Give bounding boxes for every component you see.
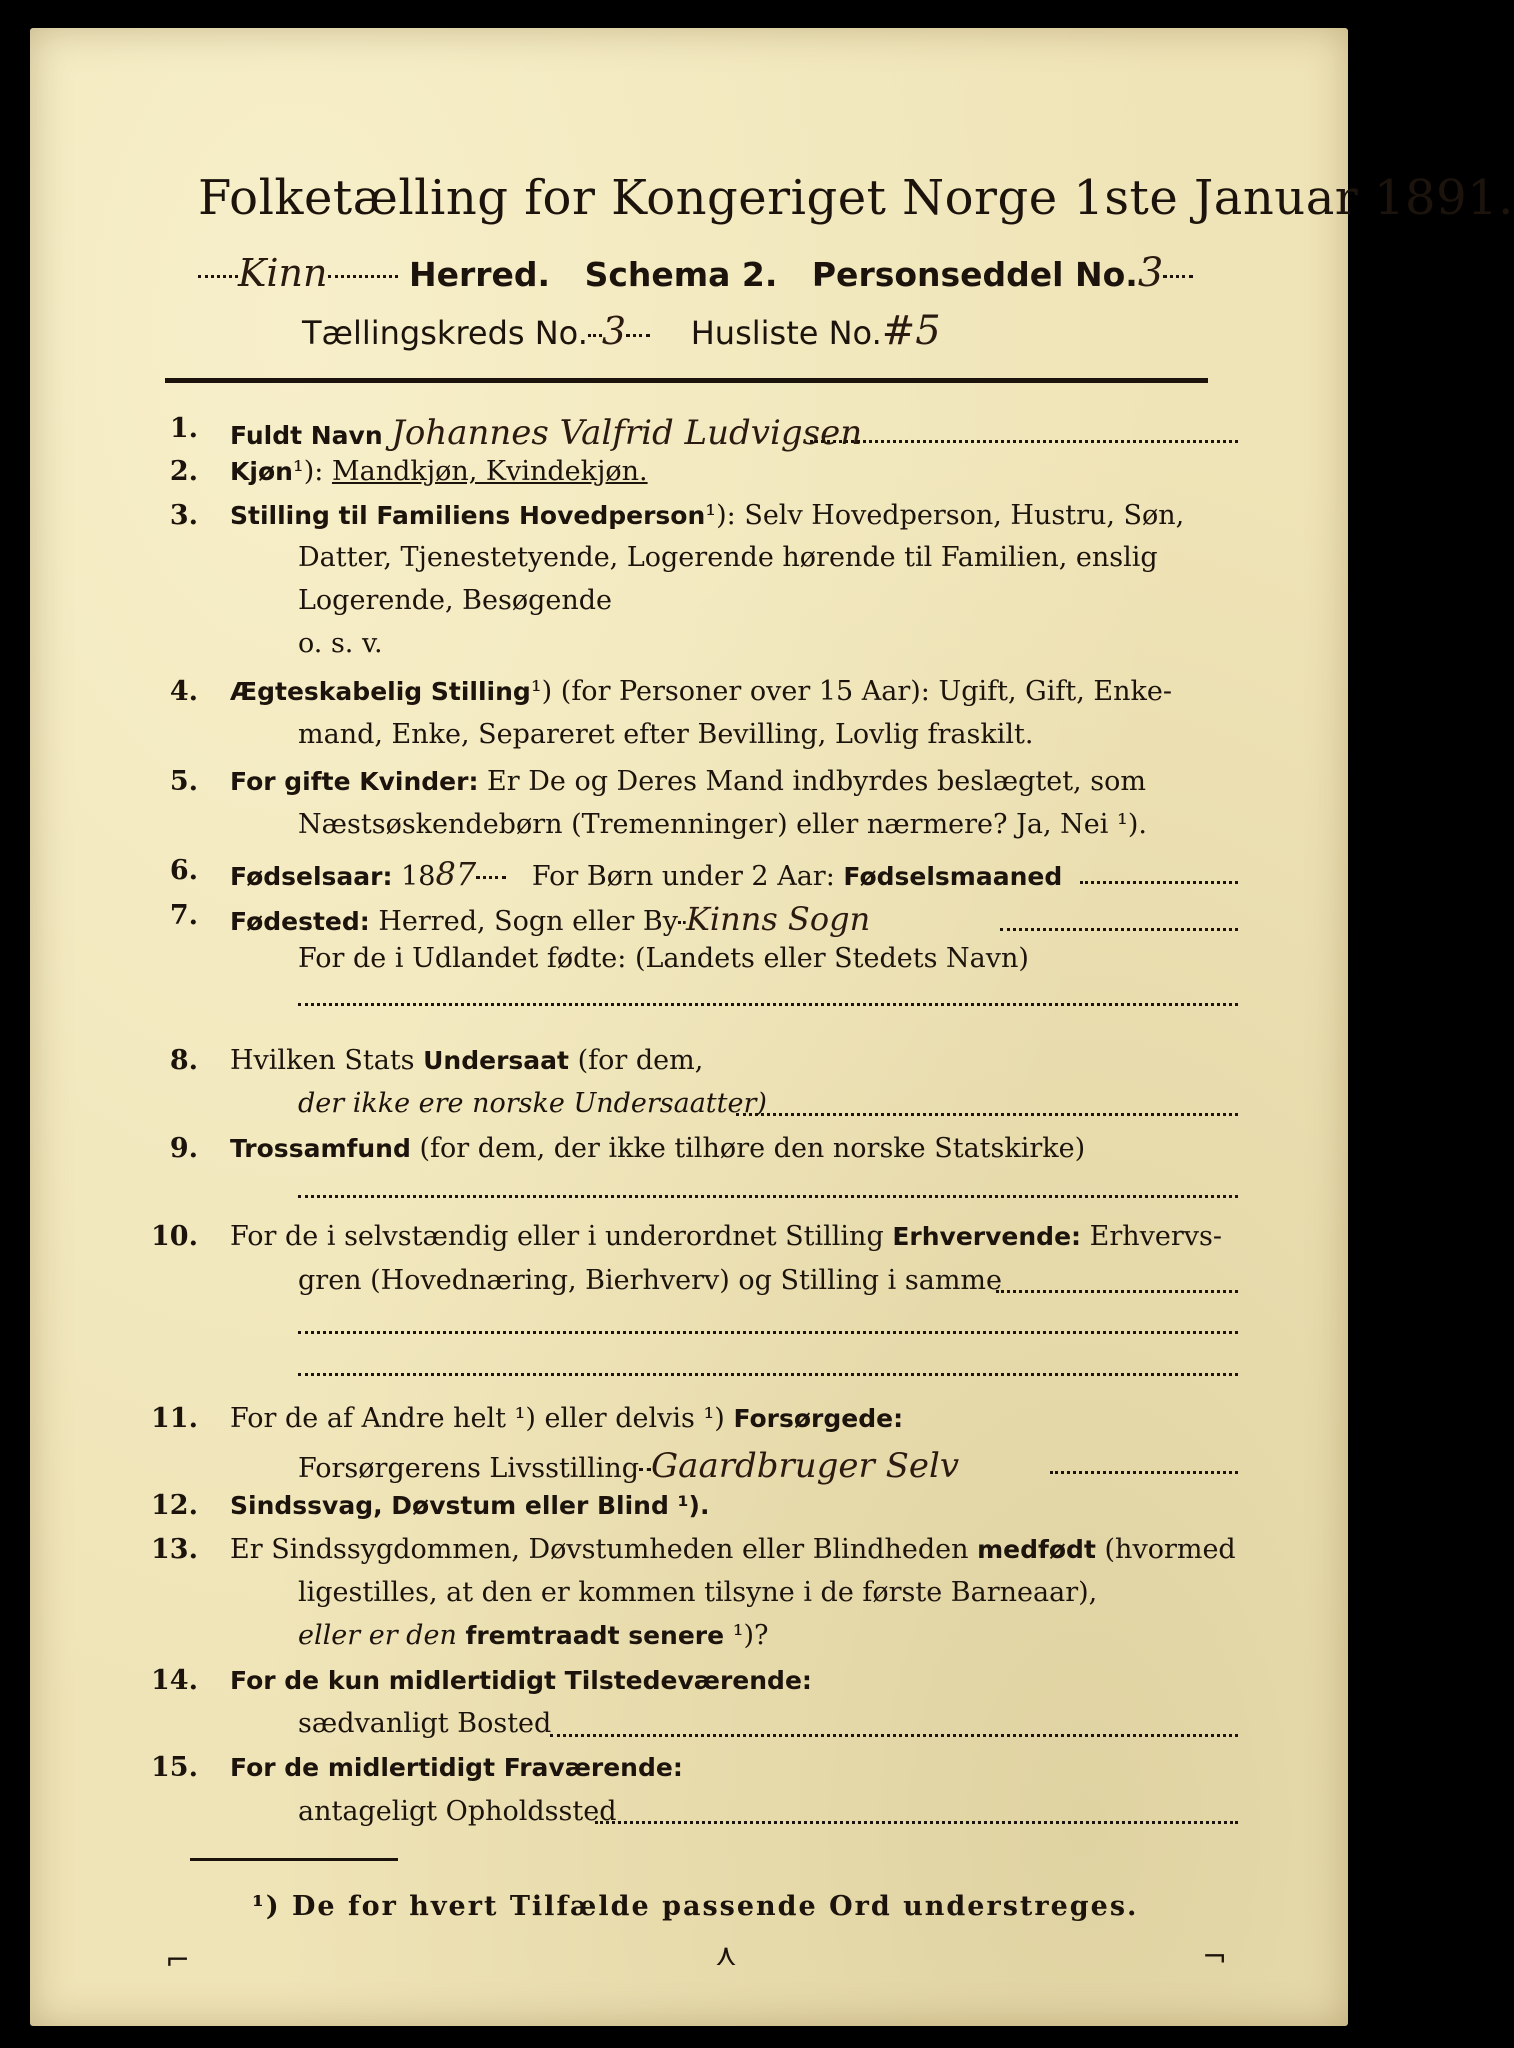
item-2: Kjøn¹): Mandkjøn, Kvindekjøn. xyxy=(230,456,648,487)
item-13-row3 xyxy=(298,1620,769,1651)
item-11-number: 11. xyxy=(151,1403,198,1434)
item-8-text1: Hvilken Stats xyxy=(230,1045,415,1076)
item-2-text: Mandkjøn, Kvindekjøn. xyxy=(331,456,648,487)
item-3-label: Stilling til Familiens Hovedperson xyxy=(230,501,706,530)
taellingskreds-row xyxy=(302,308,941,354)
item-15-dotline xyxy=(595,1821,1238,1824)
item-13-text3: ligestilles, at den er kommen tilsyne i de første Barneaar), xyxy=(298,1577,1098,1608)
item-13-text4: eller er den xyxy=(298,1620,457,1651)
birth-year-value: 87 xyxy=(435,855,477,893)
item-4-number: 4. xyxy=(169,676,198,707)
item-10-number: 10. xyxy=(151,1221,198,1252)
herred-value: Kinn xyxy=(238,251,328,295)
item-7-number: 7. xyxy=(169,900,198,931)
item-12-number: 12. xyxy=(151,1490,198,1521)
item-7-label: Fødested: xyxy=(230,907,370,936)
footnote-rule xyxy=(190,1858,398,1861)
item-11-text2: Forsørgerens Livsstilling xyxy=(298,1453,640,1484)
item-14-dotline xyxy=(550,1734,1238,1737)
header-divider xyxy=(165,378,1208,383)
item-13-text2: (hvormed xyxy=(1104,1534,1236,1565)
item-8-number: 8. xyxy=(169,1045,198,1076)
item-11-dotline xyxy=(1050,1471,1238,1474)
schema-label: Schema 2. xyxy=(584,255,778,294)
item-13-number: 13. xyxy=(151,1534,198,1565)
item-5-text1: Er De og Deres Mand indbyrdes beslægtet, som xyxy=(487,766,1146,797)
item-15-label: For de midlertidigt Fraværende: xyxy=(230,1753,683,1782)
item-2-number: 2. xyxy=(169,456,198,487)
item-7-blank-line xyxy=(298,1003,1238,1006)
husliste-label: Husliste No. xyxy=(690,314,882,352)
item-4-label: Ægteskabelig Stilling xyxy=(230,677,531,706)
census-form xyxy=(30,28,1514,2026)
item-10-text2: Erhvervs- xyxy=(1089,1221,1223,1252)
item-1-dotline xyxy=(810,440,1238,443)
item-9-dotline xyxy=(298,1195,1238,1198)
item-13-text5: ¹)? xyxy=(732,1620,769,1651)
item-10-label: Erhvervende: xyxy=(892,1222,1082,1251)
corner-mark-left: ⌐ xyxy=(165,1943,191,1978)
item-4: Ægteskabelig Stilling¹) (for Personer over 15 Aar): Ugift, Gift, Enke- xyxy=(230,676,1172,707)
item-2-label: Kjøn xyxy=(230,457,293,486)
item-10-text3: gren (Hovednæring, Bierhverv) og Stilling i samme xyxy=(298,1265,1003,1296)
item-10-dotline-1 xyxy=(996,1290,1238,1293)
item-15 xyxy=(230,1752,683,1783)
item-9 xyxy=(230,1133,1085,1164)
item-11 xyxy=(230,1403,903,1434)
item-4-text2: mand, Enke, Separeret efter Bevilling, Lovlig fraskilt. xyxy=(298,719,1034,750)
item-6-label: Fødselsaar: xyxy=(230,862,393,891)
item-14-text1: sædvanligt Bosted xyxy=(298,1708,552,1739)
item-13-label2: fremtraadt senere xyxy=(465,1621,725,1650)
item-11-row2 xyxy=(298,1446,959,1486)
item-7 xyxy=(230,900,870,938)
item-3: Stilling til Familiens Hovedperson¹): Selv Hovedperson, Hustru, Søn, xyxy=(230,500,1185,531)
item-10 xyxy=(230,1221,1222,1252)
corner-mark-right: ¬ xyxy=(1202,1940,1228,1975)
item-8-label: Undersaat xyxy=(423,1046,569,1075)
birth-year-prefix: 18 xyxy=(401,861,436,892)
item-6-number: 6. xyxy=(169,855,198,886)
item-6 xyxy=(230,855,1062,893)
footnote: ¹) De for hvert Tilfælde passende Ord understreges. xyxy=(252,1891,1139,1922)
item-14-number: 14. xyxy=(151,1665,198,1696)
item-3-number: 3. xyxy=(169,500,198,531)
taellingskreds-label: Tællingskreds No. xyxy=(302,314,588,352)
center-mark: ⋏ xyxy=(715,1938,737,1973)
item-14 xyxy=(230,1665,812,1696)
item-6-label2: Fødselsmaaned xyxy=(843,862,1063,891)
item-3-text2: Datter, Tjenestetyende, Logerende hørende til Familien, enslig xyxy=(298,542,1158,573)
item-3-text3: Logerende, Besøgende xyxy=(298,585,612,616)
item-13-text1: Er Sindssygdommen, Døvstumheden eller Blindheden xyxy=(230,1534,969,1565)
item-8 xyxy=(230,1045,703,1076)
item-5-label: For gifte Kvinder: xyxy=(230,767,479,796)
item-8-text3: der ikke ere norske Undersaatter) xyxy=(298,1088,767,1119)
item-7-text1: Herred, Sogn eller By xyxy=(378,906,678,937)
personseddel-label: Personseddel No. xyxy=(811,255,1138,294)
item-7-text2: For de i Udlandet fødte: (Landets eller Stedets Navn) xyxy=(298,943,1029,974)
item-13-label: medfødt xyxy=(977,1535,1096,1564)
item-6-text: For Børn under 2 Aar: xyxy=(531,861,835,892)
item-3-text1: Selv Hovedperson, Hustru, Søn, xyxy=(744,500,1185,531)
husliste-value: #5 xyxy=(881,308,941,354)
item-8-dotline xyxy=(736,1113,1238,1116)
item-11-text1: For de af Andre helt ¹) eller delvis ¹) xyxy=(230,1403,725,1434)
item-12 xyxy=(230,1490,709,1521)
item-8-text2: (for dem, xyxy=(577,1045,704,1076)
item-6-dotline xyxy=(1080,881,1238,884)
item-1-label: Fuldt Navn xyxy=(230,421,383,450)
item-9-number: 9. xyxy=(169,1133,198,1164)
item-1-number: 1. xyxy=(169,413,198,444)
item-4-text1: (for Personer over 15 Aar): Ugift, Gift, Enke- xyxy=(560,676,1172,707)
item-11-label: Forsørgede: xyxy=(733,1404,904,1433)
full-name-value: Johannes Valfrid Ludvigsen xyxy=(391,413,863,453)
item-15-number: 15. xyxy=(151,1752,198,1783)
item-3-text4: o. s. v. xyxy=(298,628,383,659)
item-13 xyxy=(230,1534,1236,1565)
birthplace-value: Kinns Sogn xyxy=(685,900,871,938)
herred-label: Herred. xyxy=(409,255,551,294)
item-5-number: 5. xyxy=(169,766,198,797)
taellingskreds-value: 3 xyxy=(601,309,627,353)
provider-occupation-value: Gaardbruger Selv xyxy=(651,1446,960,1486)
personseddel-value: 3 xyxy=(1137,250,1164,296)
item-15-text1: antageligt Opholdssted xyxy=(298,1796,617,1827)
herred-row xyxy=(198,250,1193,296)
item-9-label: Trossamfund xyxy=(230,1134,411,1163)
item-12-label: Sindssvag, Døvstum eller Blind ¹). xyxy=(230,1491,710,1520)
item-7-dotline xyxy=(1000,928,1238,931)
item-9-text1: (for dem, der ikke tilhøre den norske Statskirke) xyxy=(419,1133,1086,1164)
form-title: Folketælling for Kongeriget Norge 1ste Januar 1891. xyxy=(198,170,1514,226)
item-10-dotline-3 xyxy=(298,1373,1238,1376)
item-10-dotline-2 xyxy=(298,1331,1238,1334)
item-5-text2: Næstsøskendebørn (Tremenninger) eller nærmere? Ja, Nei ¹). xyxy=(298,809,1147,840)
item-1 xyxy=(230,413,862,453)
item-14-label: For de kun midlertidigt Tilstedeværende: xyxy=(230,1666,812,1695)
item-10-text1: For de i selvstændig eller i underordnet Stilling xyxy=(230,1221,884,1252)
item-5 xyxy=(230,766,1146,797)
